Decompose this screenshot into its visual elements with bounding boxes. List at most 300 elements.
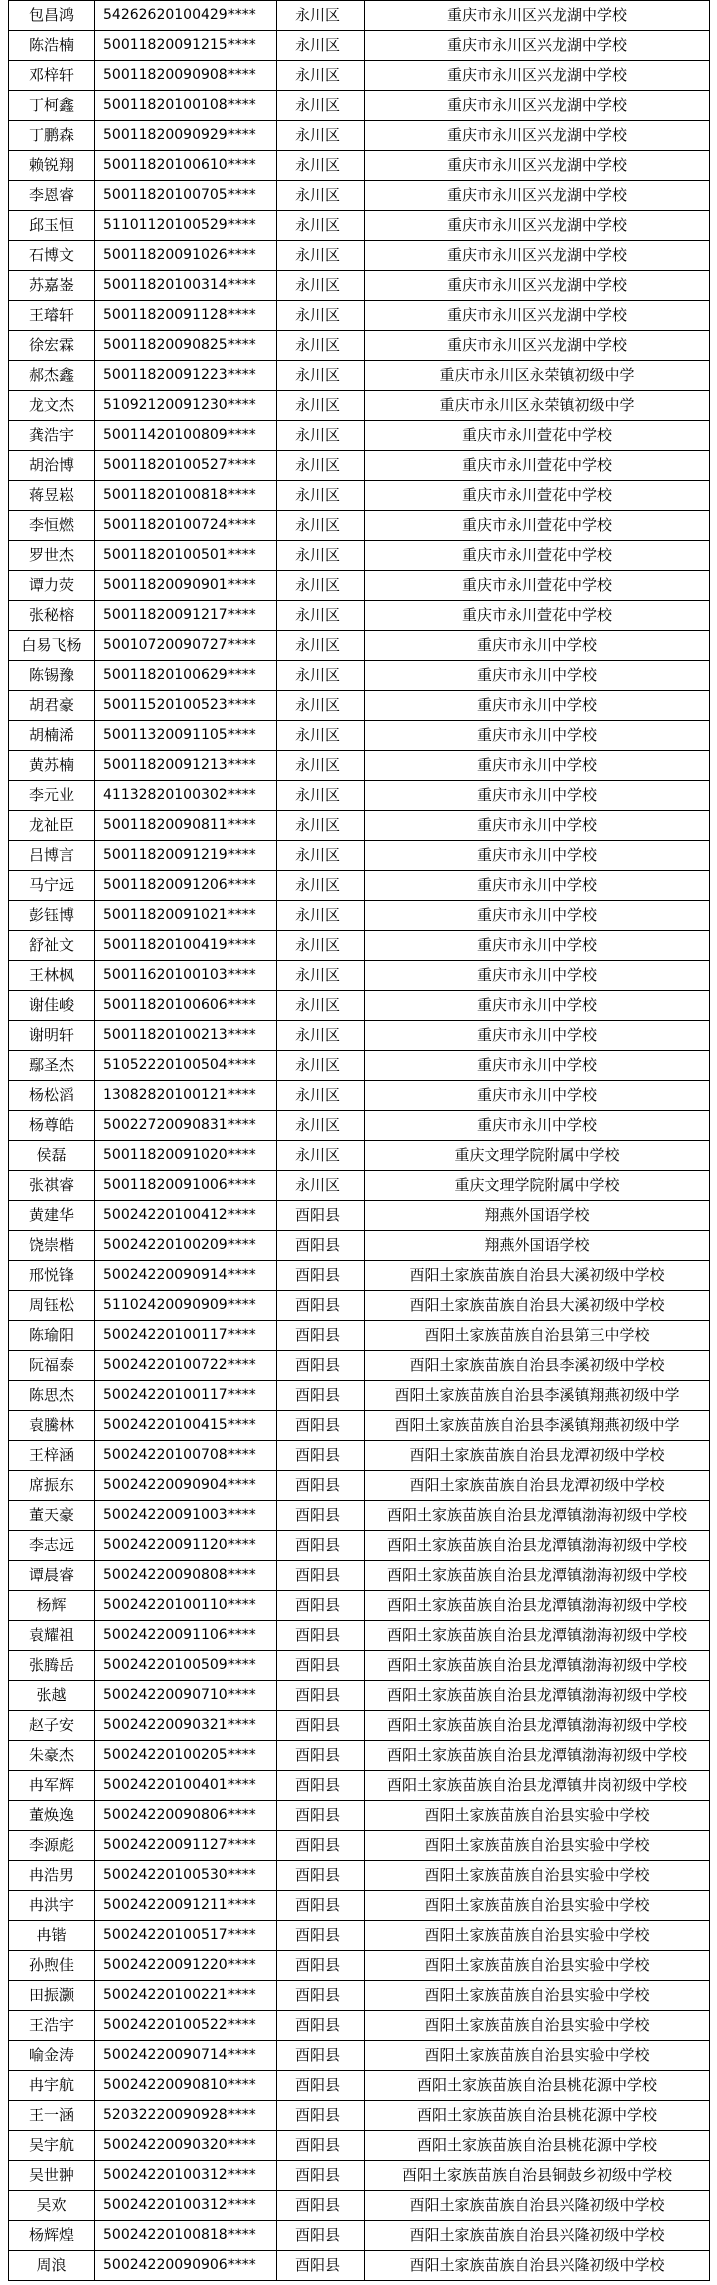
district-cell: 永川区 [277, 781, 365, 811]
district-cell: 酉阳县 [277, 1711, 365, 1741]
student-name-cell: 龙文杰 [9, 391, 95, 421]
table-row [9, 331, 710, 361]
student-name-cell: 石博文 [9, 241, 95, 271]
district-cell: 酉阳县 [277, 1201, 365, 1231]
id-number-cell: 50011820091215**** [95, 31, 277, 61]
student-name-cell: 陈锡豫 [9, 661, 95, 691]
id-number-cell: 41132820100302**** [95, 781, 277, 811]
district-cell: 永川区 [277, 1171, 365, 1201]
id-number-cell: 50024220100117**** [95, 1381, 277, 1411]
table-row [9, 121, 710, 151]
id-number-cell: 50011820090901**** [95, 571, 277, 601]
id-number-cell: 50011820100527**** [95, 451, 277, 481]
district-cell: 酉阳县 [277, 2251, 365, 2281]
district-cell: 永川区 [277, 481, 365, 511]
district-cell: 永川区 [277, 1081, 365, 1111]
school-cell: 重庆市永川中学校 [365, 1021, 710, 1051]
table-row [9, 1231, 710, 1261]
school-cell: 重庆市永川区兴龙湖中学校 [365, 61, 710, 91]
school-cell: 重庆市永川中学校 [365, 961, 710, 991]
id-number-cell: 50024220100818**** [95, 2221, 277, 2251]
student-name-cell: 苏嘉崟 [9, 271, 95, 301]
id-number-cell: 13082820100121**** [95, 1081, 277, 1111]
school-cell: 酉阳土家族苗族自治县李溪镇翔燕初级中学 [365, 1411, 710, 1441]
id-number-cell: 50011820100705**** [95, 181, 277, 211]
school-cell: 酉阳土家族苗族自治县兴隆初级中学校 [365, 2191, 710, 2221]
school-cell: 酉阳土家族苗族自治县实验中学校 [365, 1921, 710, 1951]
school-cell: 重庆市永川区兴龙湖中学校 [365, 1, 710, 31]
student-name-cell: 李恒燃 [9, 511, 95, 541]
table-row [9, 421, 710, 451]
id-number-cell: 50011820091006**** [95, 1171, 277, 1201]
table-row [9, 871, 710, 901]
student-table-body [9, 1, 710, 2281]
id-number-cell: 50011820090908**** [95, 61, 277, 91]
district-cell: 永川区 [277, 841, 365, 871]
id-number-cell: 50024220100708**** [95, 1441, 277, 1471]
table-row [9, 1741, 710, 1771]
student-name-cell: 吴欢 [9, 2191, 95, 2221]
district-cell: 酉阳县 [277, 1531, 365, 1561]
table-row [9, 1, 710, 31]
district-cell: 永川区 [277, 601, 365, 631]
district-cell: 酉阳县 [277, 2071, 365, 2101]
id-number-cell: 50011820100606**** [95, 991, 277, 1021]
district-cell: 酉阳县 [277, 2041, 365, 2071]
student-name-cell: 黄建华 [9, 1201, 95, 1231]
table-row [9, 1261, 710, 1291]
id-number-cell: 54262620100429**** [95, 1, 277, 31]
student-name-cell: 王林枫 [9, 961, 95, 991]
table-row [9, 961, 710, 991]
district-cell: 永川区 [277, 811, 365, 841]
district-cell: 永川区 [277, 121, 365, 151]
student-name-cell: 侯磊 [9, 1141, 95, 1171]
id-number-cell: 50011820091206**** [95, 871, 277, 901]
table-row [9, 1771, 710, 1801]
school-cell: 重庆市永川区兴龙湖中学校 [365, 211, 710, 241]
district-cell: 永川区 [277, 1141, 365, 1171]
district-cell: 永川区 [277, 631, 365, 661]
table-row [9, 1111, 710, 1141]
district-cell: 酉阳县 [277, 1861, 365, 1891]
id-number-cell: 51101120100529**** [95, 211, 277, 241]
school-cell: 酉阳土家族苗族自治县兴隆初级中学校 [365, 2251, 710, 2281]
id-number-cell: 50011820091020**** [95, 1141, 277, 1171]
student-name-cell: 杨松滔 [9, 1081, 95, 1111]
table-row [9, 1201, 710, 1231]
student-name-cell: 孙煦佳 [9, 1951, 95, 1981]
school-cell: 酉阳土家族苗族自治县桃花源中学校 [365, 2101, 710, 2131]
table-row [9, 1471, 710, 1501]
id-number-cell: 50024220090904**** [95, 1471, 277, 1501]
district-cell: 永川区 [277, 1051, 365, 1081]
id-number-cell: 50011820091026**** [95, 241, 277, 271]
table-row [9, 901, 710, 931]
table-row [9, 721, 710, 751]
school-cell: 重庆市永川区兴龙湖中学校 [365, 241, 710, 271]
district-cell: 酉阳县 [277, 1981, 365, 2011]
table-row [9, 241, 710, 271]
school-cell: 酉阳土家族苗族自治县实验中学校 [365, 1981, 710, 2011]
school-cell: 重庆市永川中学校 [365, 811, 710, 841]
school-cell: 酉阳土家族苗族自治县铜鼓乡初级中学校 [365, 2161, 710, 2191]
id-number-cell: 50024220100221**** [95, 1981, 277, 2011]
id-number-cell: 51092120091230**** [95, 391, 277, 421]
student-name-cell: 杨尊皓 [9, 1111, 95, 1141]
id-number-cell: 50011820090811**** [95, 811, 277, 841]
id-number-cell: 50024220090714**** [95, 2041, 277, 2071]
student-name-cell: 胡楠浠 [9, 721, 95, 751]
table-row [9, 211, 710, 241]
id-number-cell: 50022720090831**** [95, 1111, 277, 1141]
student-name-cell: 郝杰鑫 [9, 361, 95, 391]
district-cell: 酉阳县 [277, 1441, 365, 1471]
district-cell: 永川区 [277, 991, 365, 1021]
district-cell: 永川区 [277, 361, 365, 391]
school-cell: 重庆市永川中学校 [365, 931, 710, 961]
id-number-cell: 50011820100419**** [95, 931, 277, 961]
table-row [9, 1501, 710, 1531]
district-cell: 永川区 [277, 331, 365, 361]
school-cell: 重庆市永川中学校 [365, 631, 710, 661]
id-number-cell: 50011420100809**** [95, 421, 277, 451]
id-number-cell: 50011820091021**** [95, 901, 277, 931]
table-row [9, 631, 710, 661]
id-number-cell: 50011820100818**** [95, 481, 277, 511]
id-number-cell: 50024220091003**** [95, 1501, 277, 1531]
school-cell: 重庆市永川中学校 [365, 691, 710, 721]
student-name-cell: 丁柯鑫 [9, 91, 95, 121]
id-number-cell: 50011320091105**** [95, 721, 277, 751]
table-row [9, 601, 710, 631]
student-name-cell: 王浩宇 [9, 2011, 95, 2041]
table-row [9, 391, 710, 421]
school-cell: 重庆市永川中学校 [365, 721, 710, 751]
district-cell: 永川区 [277, 901, 365, 931]
table-row [9, 2101, 710, 2131]
table-row [9, 451, 710, 481]
school-cell: 酉阳土家族苗族自治县实验中学校 [365, 1891, 710, 1921]
school-cell: 酉阳土家族苗族自治县龙潭镇渤海初级中学校 [365, 1711, 710, 1741]
district-cell: 酉阳县 [277, 2101, 365, 2131]
district-cell: 永川区 [277, 661, 365, 691]
student-name-cell: 马宁远 [9, 871, 95, 901]
school-cell: 重庆市永川区兴龙湖中学校 [365, 181, 710, 211]
student-name-cell: 陈思杰 [9, 1381, 95, 1411]
district-cell: 酉阳县 [277, 1741, 365, 1771]
school-cell: 重庆文理学院附属中学校 [365, 1171, 710, 1201]
student-table [8, 0, 710, 2281]
district-cell: 酉阳县 [277, 1831, 365, 1861]
table-row [9, 361, 710, 391]
table-row [9, 1411, 710, 1441]
district-cell: 永川区 [277, 1111, 365, 1141]
table-row [9, 2071, 710, 2101]
table-row [9, 1381, 710, 1411]
district-cell: 酉阳县 [277, 1321, 365, 1351]
school-cell: 重庆市永川区兴龙湖中学校 [365, 151, 710, 181]
student-name-cell: 李元业 [9, 781, 95, 811]
table-row [9, 541, 710, 571]
student-name-cell: 谢明轩 [9, 1021, 95, 1051]
school-cell: 酉阳土家族苗族自治县龙潭镇渤海初级中学校 [365, 1651, 710, 1681]
school-cell: 酉阳土家族苗族自治县桃花源中学校 [365, 2131, 710, 2161]
student-name-cell: 吕博言 [9, 841, 95, 871]
id-number-cell: 50024220091220**** [95, 1951, 277, 1981]
district-cell: 永川区 [277, 541, 365, 571]
table-row [9, 1651, 710, 1681]
student-name-cell: 王梓涵 [9, 1441, 95, 1471]
id-number-cell: 50011820090825**** [95, 331, 277, 361]
id-number-cell: 50024220090320**** [95, 2131, 277, 2161]
school-cell: 重庆市永川萱花中学校 [365, 511, 710, 541]
district-cell: 酉阳县 [277, 1381, 365, 1411]
district-cell: 酉阳县 [277, 1921, 365, 1951]
student-name-cell: 舒祉文 [9, 931, 95, 961]
id-number-cell: 50024220090808**** [95, 1561, 277, 1591]
student-name-cell: 邢悦锋 [9, 1261, 95, 1291]
student-name-cell: 谭力荧 [9, 571, 95, 601]
school-cell: 重庆市永川中学校 [365, 901, 710, 931]
district-cell: 永川区 [277, 1, 365, 31]
student-name-cell: 冉浩男 [9, 1861, 95, 1891]
school-cell: 酉阳土家族苗族自治县实验中学校 [365, 2041, 710, 2071]
student-name-cell: 张越 [9, 1681, 95, 1711]
district-cell: 酉阳县 [277, 2161, 365, 2191]
school-cell: 重庆市永川萱花中学校 [365, 601, 710, 631]
table-row [9, 1351, 710, 1381]
district-cell: 酉阳县 [277, 1231, 365, 1261]
id-number-cell: 50024220100117**** [95, 1321, 277, 1351]
student-name-cell: 赵子安 [9, 1711, 95, 1741]
school-cell: 重庆市永川区永荣镇初级中学 [365, 361, 710, 391]
table-row [9, 1951, 710, 1981]
id-number-cell: 50024220090321**** [95, 1711, 277, 1741]
district-cell: 酉阳县 [277, 1261, 365, 1291]
table-row [9, 1981, 710, 2011]
school-cell: 重庆市永川区兴龙湖中学校 [365, 271, 710, 301]
table-row [9, 1561, 710, 1591]
id-number-cell: 50011820091219**** [95, 841, 277, 871]
table-row [9, 31, 710, 61]
table-row [9, 1051, 710, 1081]
district-cell: 永川区 [277, 181, 365, 211]
id-number-cell: 50024220100530**** [95, 1861, 277, 1891]
district-cell: 酉阳县 [277, 1951, 365, 1981]
id-number-cell: 50011820100724**** [95, 511, 277, 541]
district-cell: 永川区 [277, 61, 365, 91]
school-cell: 酉阳土家族苗族自治县龙潭镇渤海初级中学校 [365, 1681, 710, 1711]
school-cell: 重庆市永川萱花中学校 [365, 541, 710, 571]
district-cell: 永川区 [277, 451, 365, 481]
school-cell: 酉阳土家族苗族自治县龙潭镇渤海初级中学校 [365, 1741, 710, 1771]
table-row [9, 1921, 710, 1951]
table-row [9, 1441, 710, 1471]
table-row [9, 271, 710, 301]
district-cell: 永川区 [277, 691, 365, 721]
district-cell: 永川区 [277, 91, 365, 121]
table-row [9, 1321, 710, 1351]
student-name-cell: 董天豪 [9, 1501, 95, 1531]
id-number-cell: 50011820100213**** [95, 1021, 277, 1051]
district-cell: 酉阳县 [277, 2131, 365, 2161]
id-number-cell: 50024220090906**** [95, 2251, 277, 2281]
student-name-cell: 王璿轩 [9, 301, 95, 331]
school-cell: 重庆市永川区兴龙湖中学校 [365, 331, 710, 361]
student-name-cell: 李源彪 [9, 1831, 95, 1861]
id-number-cell: 50024220090810**** [95, 2071, 277, 2101]
district-cell: 永川区 [277, 301, 365, 331]
school-cell: 酉阳土家族苗族自治县实验中学校 [365, 1831, 710, 1861]
student-name-cell: 董焕逸 [9, 1801, 95, 1831]
school-cell: 重庆市永川中学校 [365, 1111, 710, 1141]
school-cell: 酉阳土家族苗族自治县实验中学校 [365, 1951, 710, 1981]
school-cell: 重庆市永川区永荣镇初级中学 [365, 391, 710, 421]
table-row [9, 2041, 710, 2071]
student-name-cell: 喻金涛 [9, 2041, 95, 2071]
table-row [9, 1591, 710, 1621]
student-name-cell: 袁耀祖 [9, 1621, 95, 1651]
district-cell: 酉阳县 [277, 1621, 365, 1651]
table-row [9, 1831, 710, 1861]
student-name-cell: 王一涵 [9, 2101, 95, 2131]
student-name-cell: 邱玉恒 [9, 211, 95, 241]
student-name-cell: 赖锐翔 [9, 151, 95, 181]
school-cell: 重庆市永川区兴龙湖中学校 [365, 31, 710, 61]
table-row [9, 1081, 710, 1111]
district-cell: 永川区 [277, 871, 365, 901]
table-row [9, 2251, 710, 2281]
student-name-cell: 龙祉臣 [9, 811, 95, 841]
district-cell: 酉阳县 [277, 1651, 365, 1681]
table-row [9, 991, 710, 1021]
table-row [9, 661, 710, 691]
id-number-cell: 50011820091128**** [95, 301, 277, 331]
school-cell: 重庆市永川中学校 [365, 661, 710, 691]
table-row [9, 511, 710, 541]
district-cell: 永川区 [277, 421, 365, 451]
student-name-cell: 李志远 [9, 1531, 95, 1561]
id-number-cell: 50024220100522**** [95, 2011, 277, 2041]
district-cell: 酉阳县 [277, 1291, 365, 1321]
id-number-cell: 50011820100629**** [95, 661, 277, 691]
student-name-cell: 胡君豪 [9, 691, 95, 721]
student-name-cell: 彭钰博 [9, 901, 95, 931]
student-name-cell: 饶崇楷 [9, 1231, 95, 1261]
table-row [9, 61, 710, 91]
id-number-cell: 50011820091217**** [95, 601, 277, 631]
student-name-cell: 陈浩楠 [9, 31, 95, 61]
student-name-cell: 黄苏楠 [9, 751, 95, 781]
table-row [9, 571, 710, 601]
school-cell: 翔燕外国语学校 [365, 1201, 710, 1231]
district-cell: 永川区 [277, 751, 365, 781]
district-cell: 酉阳县 [277, 2191, 365, 2221]
school-cell: 酉阳土家族苗族自治县龙潭镇渤海初级中学校 [365, 1591, 710, 1621]
id-number-cell: 50011820100314**** [95, 271, 277, 301]
student-name-cell: 朱豪杰 [9, 1741, 95, 1771]
district-cell: 酉阳县 [277, 1681, 365, 1711]
school-cell: 重庆文理学院附属中学校 [365, 1141, 710, 1171]
id-number-cell: 50024220100517**** [95, 1921, 277, 1951]
student-name-cell: 包昌鸿 [9, 1, 95, 31]
district-cell: 酉阳县 [277, 1351, 365, 1381]
id-number-cell: 52032220090928**** [95, 2101, 277, 2131]
id-number-cell: 50011820100501**** [95, 541, 277, 571]
id-number-cell: 50024220091211**** [95, 1891, 277, 1921]
district-cell: 酉阳县 [277, 1501, 365, 1531]
table-row [9, 181, 710, 211]
district-cell: 永川区 [277, 961, 365, 991]
table-row [9, 1861, 710, 1891]
student-name-cell: 李恩睿 [9, 181, 95, 211]
table-row [9, 2011, 710, 2041]
id-number-cell: 50024220100110**** [95, 1591, 277, 1621]
district-cell: 永川区 [277, 511, 365, 541]
id-number-cell: 51102420090909**** [95, 1291, 277, 1321]
district-cell: 永川区 [277, 391, 365, 421]
student-name-cell: 龚浩宇 [9, 421, 95, 451]
school-cell: 酉阳土家族苗族自治县第三中学校 [365, 1321, 710, 1351]
table-row [9, 2161, 710, 2191]
student-name-cell: 鄢圣杰 [9, 1051, 95, 1081]
district-cell: 酉阳县 [277, 1891, 365, 1921]
school-cell: 重庆市永川中学校 [365, 751, 710, 781]
id-number-cell: 50024220090710**** [95, 1681, 277, 1711]
school-cell: 重庆市永川中学校 [365, 841, 710, 871]
district-cell: 永川区 [277, 241, 365, 271]
district-cell: 酉阳县 [277, 1411, 365, 1441]
id-number-cell: 50011820091213**** [95, 751, 277, 781]
table-row [9, 1621, 710, 1651]
table-row [9, 781, 710, 811]
table-row [9, 1291, 710, 1321]
district-cell: 酉阳县 [277, 1801, 365, 1831]
school-cell: 酉阳土家族苗族自治县桃花源中学校 [365, 2071, 710, 2101]
table-row [9, 1711, 710, 1741]
district-cell: 永川区 [277, 271, 365, 301]
table-row [9, 1171, 710, 1201]
school-cell: 酉阳土家族苗族自治县龙潭镇渤海初级中学校 [365, 1531, 710, 1561]
school-cell: 重庆市永川萱花中学校 [365, 451, 710, 481]
district-cell: 永川区 [277, 931, 365, 961]
district-cell: 永川区 [277, 211, 365, 241]
district-cell: 永川区 [277, 151, 365, 181]
school-cell: 酉阳土家族苗族自治县龙潭镇渤海初级中学校 [365, 1561, 710, 1591]
student-name-cell: 陈瑜阳 [9, 1321, 95, 1351]
table-row [9, 691, 710, 721]
student-name-cell: 袁騰林 [9, 1411, 95, 1441]
table-row [9, 91, 710, 121]
table-row [9, 1531, 710, 1561]
student-list-sheet [8, 0, 709, 2281]
school-cell: 翔燕外国语学校 [365, 1231, 710, 1261]
student-name-cell: 罗世杰 [9, 541, 95, 571]
id-number-cell: 50024220100205**** [95, 1741, 277, 1771]
student-name-cell: 杨辉煌 [9, 2221, 95, 2251]
student-name-cell: 白易飞杨 [9, 631, 95, 661]
student-name-cell: 冉锴 [9, 1921, 95, 1951]
student-name-cell: 谭晨睿 [9, 1561, 95, 1591]
school-cell: 酉阳土家族苗族自治县龙潭初级中学校 [365, 1441, 710, 1471]
table-row [9, 931, 710, 961]
id-number-cell: 50024220100312**** [95, 2191, 277, 2221]
district-cell: 永川区 [277, 1021, 365, 1051]
student-name-cell: 周浪 [9, 2251, 95, 2281]
district-cell: 酉阳县 [277, 2011, 365, 2041]
school-cell: 酉阳土家族苗族自治县李溪镇翔燕初级中学 [365, 1381, 710, 1411]
